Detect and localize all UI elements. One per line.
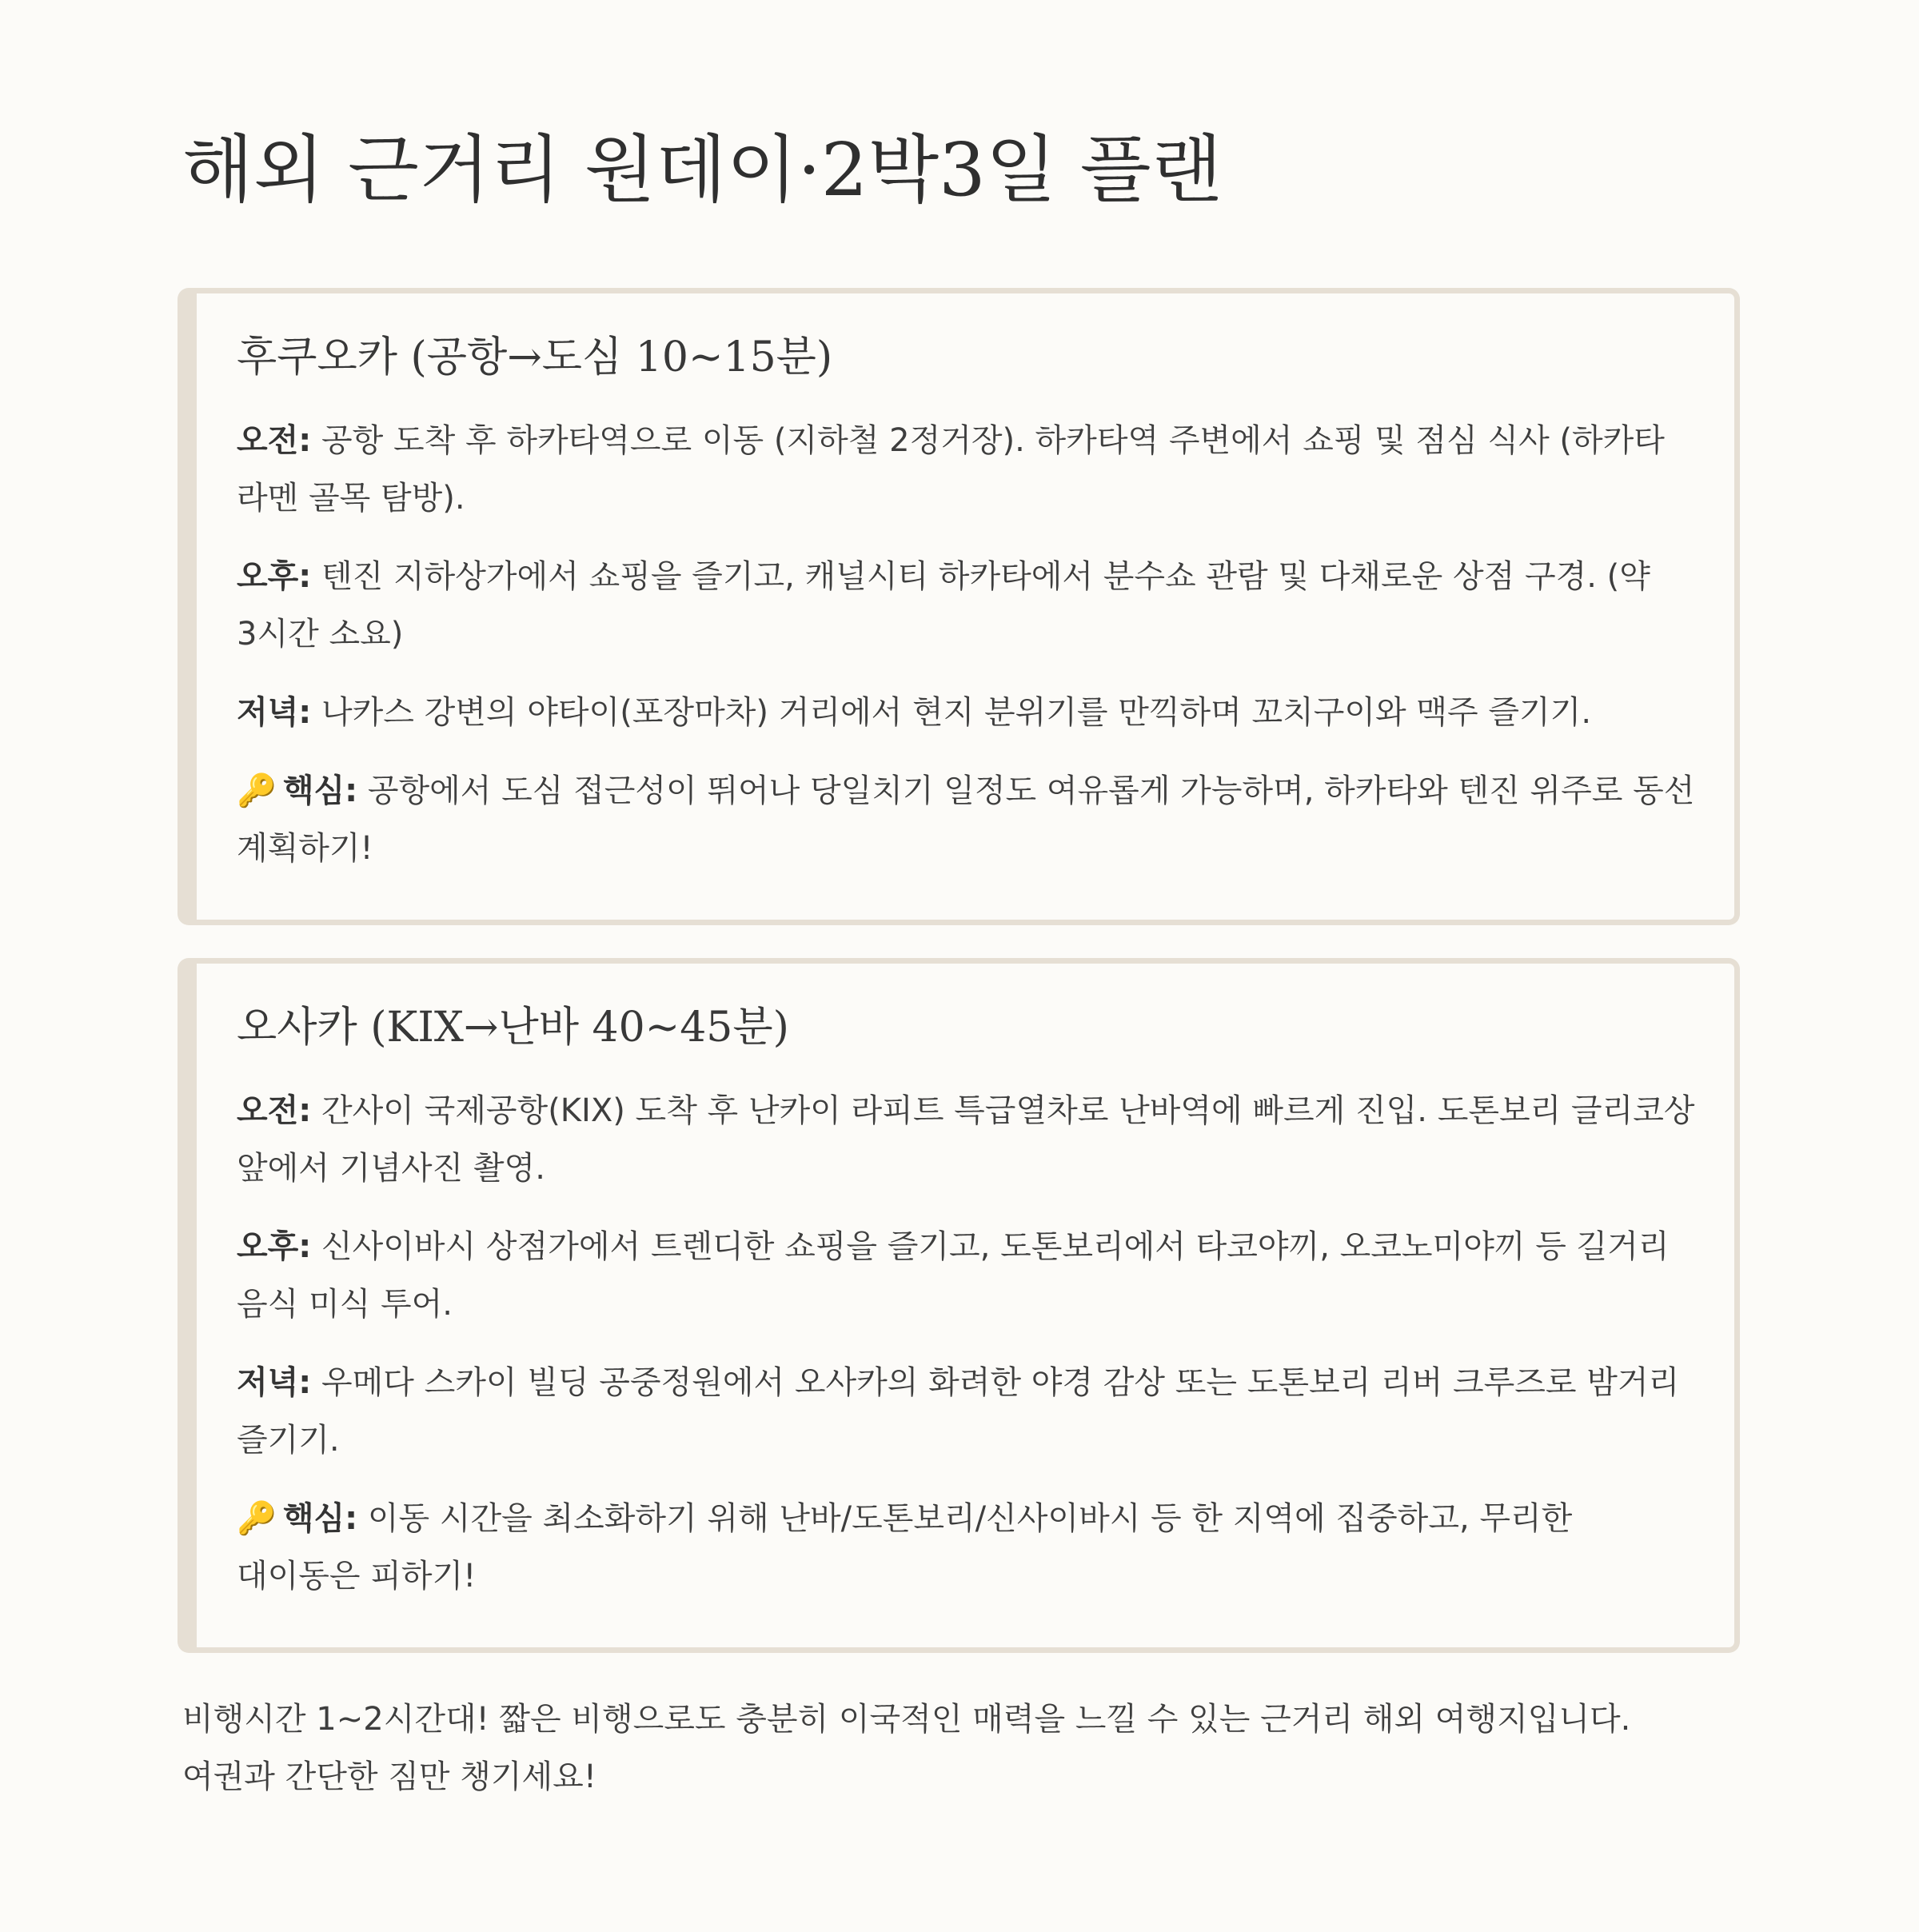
schedule-text: 공항 도착 후 하카타역으로 이동 (지하철 2정거장). 하카타역 주변에서 쇼핑 및 점심 식사 (하카타 라멘 골목 탐방). <box>237 422 1665 517</box>
schedule-label: 오후: <box>237 1228 312 1265</box>
schedule-text: 신사이바시 상점가에서 트렌디한 쇼핑을 즐기고, 도톤보리에서 타코야끼, 오코노미야끼 등 길거리 음식 미식 투어. <box>237 1228 1670 1323</box>
plan-card-fukuoka <box>178 288 1740 925</box>
schedule-afternoon <box>237 548 1702 663</box>
key-point <box>237 1490 1702 1605</box>
page-title: 해외 근거리 원데이·2박3일 플랜 <box>182 127 1223 213</box>
schedule-text: 나카스 강변의 야타이(포장마차) 거리에서 현지 분위기를 만끽하며 꼬치구이와 맥주 즐기기. <box>321 694 1592 731</box>
plan-card-osaka <box>178 958 1740 1653</box>
footer-line: 여권과 간단한 짐만 챙기세요! <box>182 1758 596 1795</box>
key-point-label: 핵심: <box>282 1500 358 1537</box>
schedule-evening <box>237 1354 1702 1469</box>
schedule-morning <box>237 412 1702 527</box>
schedule-label: 저녁: <box>237 1364 312 1401</box>
card-title: 오사카 (KIX→난바 40~45분) <box>237 1004 789 1052</box>
key-icon: 🔑 <box>237 772 277 809</box>
card-title: 후쿠오카 (공항→도심 10~15분) <box>237 333 833 381</box>
footer-line: 비행시간 1~2시간대! 짧은 비행으로도 충분히 이국적인 매력을 느낄 수 있는 근거리 해외 여행지입니다. <box>182 1701 1631 1738</box>
key-point-label: 핵심: <box>282 772 358 809</box>
key-icon: 🔑 <box>237 1500 277 1537</box>
schedule-evening <box>237 684 1702 741</box>
schedule-text: 텐진 지하상가에서 쇼핑을 즐기고, 캐널시티 하카타에서 분수쇼 관람 및 다채로운 상점 구경. (약 3시간 소요) <box>237 558 1650 653</box>
schedule-text: 간사이 국제공항(KIX) 도착 후 난카이 라피트 특급열차로 난바역에 빠르게 진입. 도톤보리 글리코상 앞에서 기념사진 촬영. <box>237 1092 1695 1187</box>
schedule-text: 우메다 스카이 빌딩 공중정원에서 오사카의 화려한 야경 감상 또는 도톤보리 리버 크루즈로 밤거리 즐기기. <box>237 1364 1680 1459</box>
footer-note <box>182 1690 1749 1806</box>
schedule-label: 오전: <box>237 1092 312 1129</box>
schedule-label: 저녁: <box>237 694 312 731</box>
key-point-text: 이동 시간을 최소화하기 위해 난바/도톤보리/신사이바시 등 한 지역에 집중하고, 무리한 대이동은 피하기! <box>237 1500 1573 1595</box>
schedule-label: 오후: <box>237 558 312 595</box>
schedule-label: 오전: <box>237 422 312 459</box>
key-point <box>237 762 1702 877</box>
schedule-afternoon <box>237 1218 1702 1333</box>
key-point-text: 공항에서 도심 접근성이 뛰어나 당일치기 일정도 여유롭게 가능하며, 하카타와 텐진 위주로 동선 계획하기! <box>237 772 1695 867</box>
schedule-morning <box>237 1082 1702 1197</box>
